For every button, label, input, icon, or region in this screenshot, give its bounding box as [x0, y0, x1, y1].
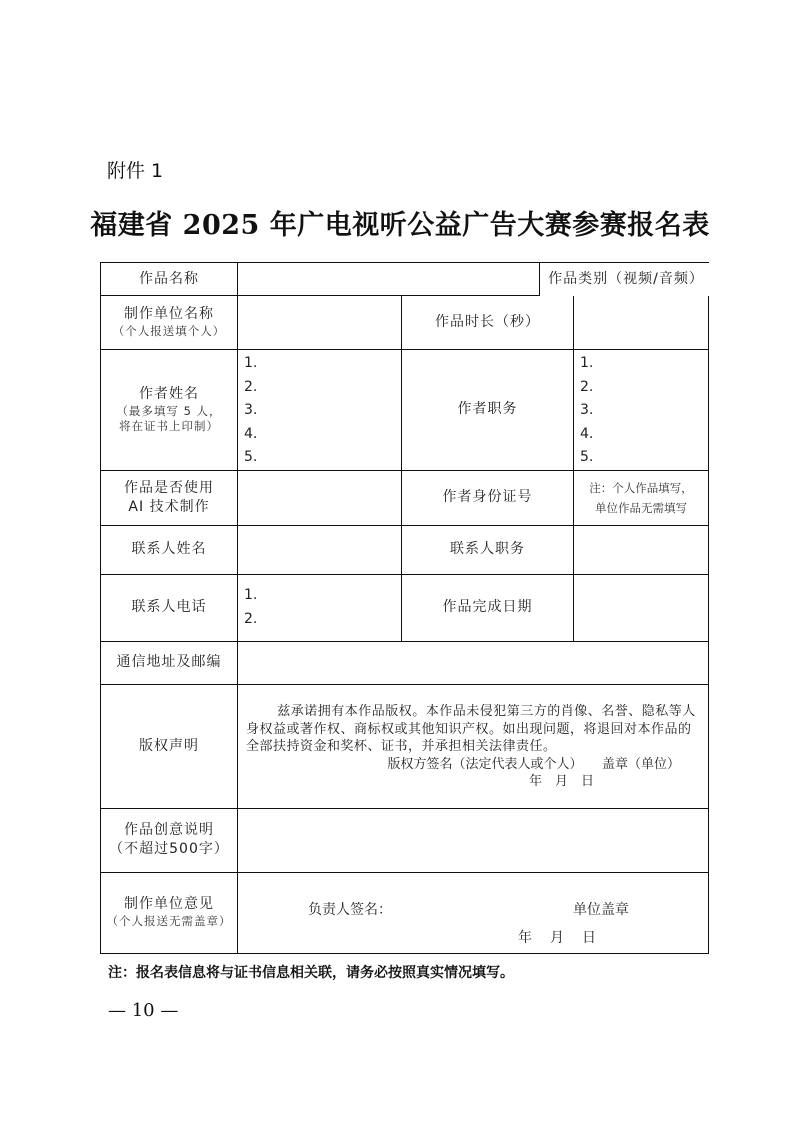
title-slot: 3. [580, 402, 594, 418]
title-slot: 4. [580, 425, 594, 442]
contact-phone-field[interactable] [238, 574, 402, 641]
attachment-label: 附件 1 [107, 160, 164, 182]
author-slot: 4. [244, 425, 258, 442]
title-slot: 5. [580, 449, 594, 465]
copyright-date: 年 月 日 [528, 774, 594, 790]
address-label: 通信地址及邮编 [101, 641, 238, 684]
contact-phone-label: 联系人电话 [101, 574, 238, 641]
contact-name-label: 联系人姓名 [101, 525, 238, 574]
opinion-signer: 负责人签名： [308, 901, 392, 918]
duration-field[interactable] [574, 296, 709, 350]
address-field[interactable] [238, 641, 709, 684]
opinion-label: 制作单位意见 [124, 896, 214, 913]
contact-title-field[interactable] [574, 525, 709, 574]
page-number: — 10 — [108, 1000, 179, 1021]
creative-label-cell [101, 808, 238, 872]
author-label-cell [101, 350, 238, 471]
creative-field[interactable] [238, 808, 709, 872]
author-label: 作者姓名 [139, 385, 199, 402]
copyright-text: 兹承诺拥有本作品版权。本作品未侵犯第三方的肖像、名誉、隐私等人身权益或著作权、商标权或其他知识产权。如出现问题，将退回对本作品的全部扶持资金和奖杯、证书，并承担相关法律责任。 [246, 704, 696, 755]
copyright-label: 版权声明 [101, 684, 238, 808]
author-title-label: 作者职务 [402, 350, 574, 471]
author-sub-2: 将在证书上印制） [119, 419, 219, 434]
author-slot: 1. [244, 355, 258, 371]
opinion-sub: （个人报送无需盖章） [106, 914, 232, 929]
copyright-sign: 版权方签名（法定代表人或个人） 盖章（单位） [387, 756, 680, 772]
title-slot: 2. [580, 378, 594, 395]
contact-name-field[interactable] [238, 525, 402, 574]
ai-label-cell [101, 470, 238, 525]
copyright-cell [238, 684, 709, 808]
opinion-seal: 单位盖章 [573, 901, 629, 918]
producer-label: 制作单位名称 [124, 306, 214, 323]
title-slot: 1. [580, 355, 594, 371]
author-titles-field[interactable] [574, 350, 709, 471]
duration-label: 作品时长（秒） [402, 296, 574, 350]
ai-label-2: AI 技术制作 [128, 498, 210, 515]
opinion-date: 年 月 日 [518, 929, 598, 946]
ai-label-1: 作品是否使用 [124, 479, 214, 496]
completion-date-label: 作品完成日期 [402, 574, 574, 641]
producer-label-cell [101, 296, 238, 350]
author-sub-1: （最多填写 5 人， [116, 403, 222, 418]
phone-slot: 1. [244, 587, 258, 603]
registration-form [100, 262, 709, 954]
author-slot: 2. [244, 378, 258, 395]
author-slot: 3. [244, 402, 258, 418]
opinion-cell[interactable] [238, 872, 709, 953]
page-title: 福建省 2025 年广电视听公益广告大赛参赛报名表 [90, 210, 710, 241]
id-note-2: 单位作品无需填写 [595, 500, 687, 515]
work-name-field[interactable] [238, 263, 704, 296]
id-note-1: 注：个人作品填写， [589, 480, 693, 495]
author-names-field[interactable] [238, 350, 402, 471]
creative-sub: （不超过500字） [109, 841, 229, 857]
producer-sub: （个人报送填个人） [112, 324, 226, 339]
footnote: 注：报名表信息将与证书信息相关联，请务必按照真实情况填写。 [108, 965, 514, 981]
id-label: 作者身份证号 [402, 470, 574, 525]
contact-title-label: 联系人职务 [402, 525, 574, 574]
work-category-label: 作品类别（视频/音频） [539, 263, 712, 296]
work-name-label: 作品名称 [101, 263, 238, 296]
producer-field[interactable] [238, 296, 402, 350]
completion-date-field[interactable] [574, 574, 709, 641]
id-field[interactable] [574, 470, 709, 525]
opinion-label-cell [101, 872, 238, 953]
author-slot: 5. [244, 449, 258, 465]
ai-usage-field[interactable] [238, 470, 402, 525]
phone-slot: 2. [244, 610, 258, 627]
creative-label: 作品创意说明 [124, 822, 214, 839]
